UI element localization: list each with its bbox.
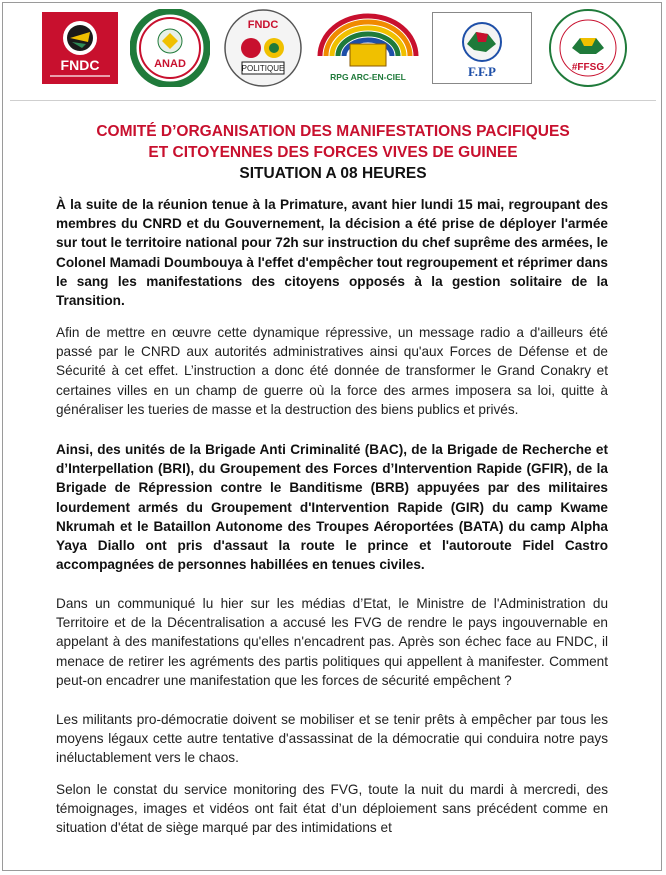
svg-text:F.F.P: F.F.P	[468, 64, 496, 79]
paragraph-1: À la suite de la réunion tenue à la Primature, avant hier lundi 15 mai, regroupant des membres du CNRD et du Gouvernement, la décision a été prise de déployer l'armée sur tout le territoire national pour 72h sur instruction du chef suprême des armées, le Colonel Mamadi Doumbouya à l'effet d'empêcher tout regroupement et réprimer dans le sang les manifestations des citoyens opposés à la gestion solitaire de la Transition.	[56, 197, 608, 309]
page-title-line2: ET CITOYENNES DES FORCES VIVES DE GUINEE	[148, 144, 518, 161]
paragraph-5: Les militants pro-démocratie doivent se mobiliser et se tenir prêts à empêcher par tous les moyens légaux cette autre tentative d'assassinat de la démocratie qui conduira notre pays inéluctablement vers le chaos.	[56, 712, 608, 766]
ffsg-logo	[548, 10, 628, 86]
paragraph-6: Selon le constat du service monitoring des FVG, toute la nuit du mardi à mercredi, des témoignages, images et vidéos ont fait état d’un déploiement sans précédent comme en situation d'état de siège marqué par des intimidations et	[56, 782, 608, 836]
paragraph-2: Afin de mettre en œuvre cette dynamique répressive, un message radio a d'ailleurs été passé par le CNRD aux autorités administratives ainsi qu'aux Forces de Défense et de Sécurité à cet effet. L’instruction a donc été donnée de transformer le Grand Conakry et certaines villes en un champ de guerre où la force des armes imposera sa loi, quitte à généraliser les tueries de masse et la destruction des biens publics et privés.	[56, 325, 608, 417]
svg-text:FNDC: FNDC	[60, 57, 100, 73]
logo-bar	[0, 0, 666, 100]
paragraph-3: Ainsi, des unités de la Brigade Anti Criminalité (BAC), de la Brigade de Recherche et d’Interpellation (BRI), du Groupement des Forces d’Intervention Rapide (GFIR), de la Brigade de Répression contre le Banditisme (BRB) appuyées par des militaires lourdement armés du Groupement d'Intervention Rapide (GIR) du camp Kwame Nkrumah et le Bataillon Autonome des Troupes Aéroportées (BATA) du camp Alpha Yaya Diallo ont pris d'assaut la route le prince et l'autoroute Fidel Castro accompagnées de personnes habillées en tenues civiles.	[56, 442, 608, 573]
svg-text:RPG ARC-EN-CIEL: RPG ARC-EN-CIEL	[330, 72, 406, 82]
svg-text:FNDC: FNDC	[247, 19, 279, 31]
fndc-politique-logo	[222, 10, 304, 86]
rpg-arc-en-ciel-logo	[316, 10, 420, 86]
page-title-line1: COMITÉ D’ORGANISATION DES MANIFESTATIONS PACIFIQUES	[96, 123, 570, 140]
paragraph-4: Dans un communiqué lu hier sur les médias d’Etat, le Ministre de l'Administration du Territoire et de la Décentralisation a accusé les FVG de rendre le pays ingouvernable en appelant à des manifestations qu'elles n'encadrent pas. Après son échec face au FNDC, il menace de retirer les agréments des partis politiques qui appellent à manifester. Comment peut-on encadrer une manifestation que les forces de sécurité empêchent ?	[56, 596, 608, 688]
svg-text:ANAD: ANAD	[154, 58, 186, 70]
ffp-logo	[432, 10, 532, 86]
page-subtitle: SITUATION A 08 HEURES	[239, 165, 427, 182]
fndc-logo	[42, 10, 118, 86]
anad-logo	[130, 10, 210, 86]
header-divider	[10, 100, 656, 101]
svg-text:#FFSG: #FFSG	[571, 62, 605, 73]
svg-text:POLITIQUE: POLITIQUE	[241, 64, 285, 73]
